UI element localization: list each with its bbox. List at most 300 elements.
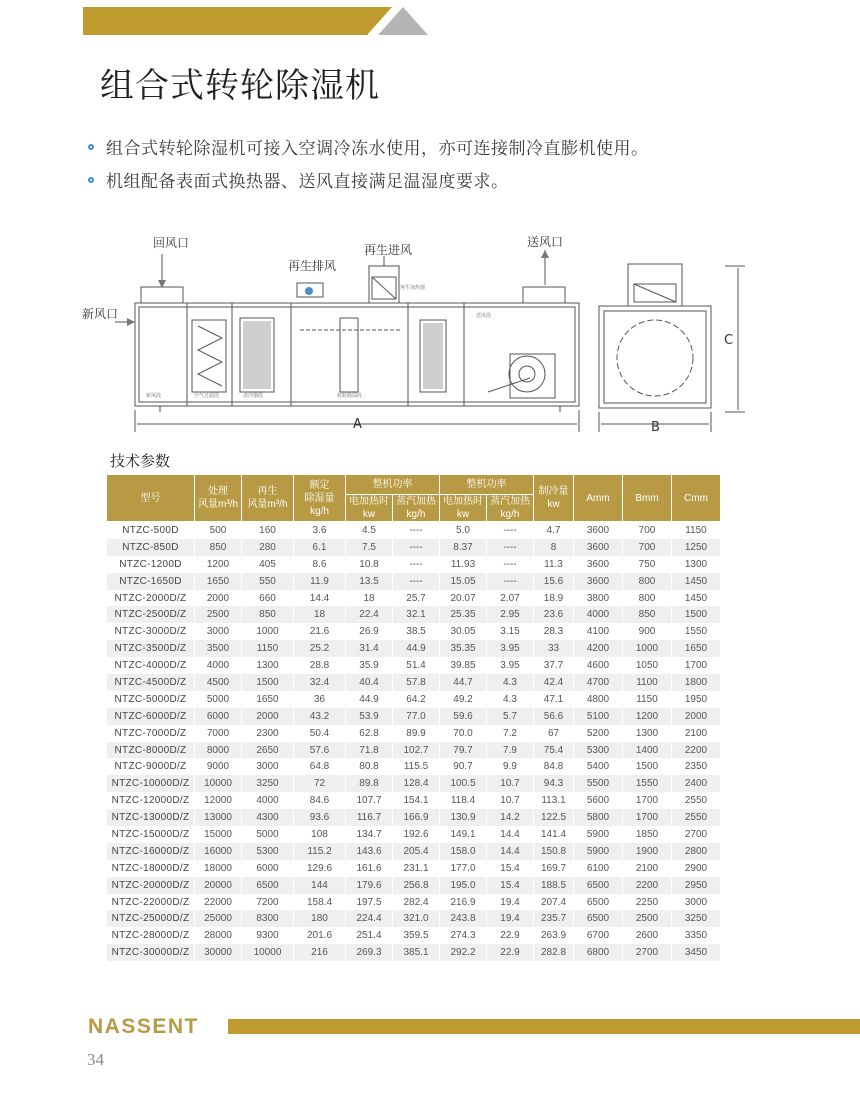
value-cell: 51.4 <box>393 657 440 674</box>
value-cell: 4800 <box>574 691 623 708</box>
value-cell: 1300 <box>672 556 721 573</box>
value-cell: 5600 <box>574 792 623 809</box>
brand-logo: NASSENT <box>88 1015 199 1038</box>
value-cell: 116.7 <box>346 809 393 826</box>
value-cell: 113.1 <box>534 792 574 809</box>
label-regen-exhaust: 再生排风 <box>288 259 337 273</box>
value-cell: 1150 <box>623 691 672 708</box>
table-row <box>107 944 721 961</box>
table-row <box>107 623 721 640</box>
value-cell: 150.8 <box>534 843 574 860</box>
value-cell: 6000 <box>195 708 242 725</box>
model-cell: NTZC-12000D/Z <box>107 792 195 809</box>
value-cell: 8 <box>534 539 574 556</box>
value-cell: 47.1 <box>534 691 574 708</box>
value-cell: 800 <box>623 573 672 590</box>
model-cell: NTZC-3500D/Z <box>107 640 195 657</box>
value-cell: 57.6 <box>294 742 346 759</box>
value-cell: 274.3 <box>440 927 487 944</box>
value-cell: 500 <box>195 522 242 539</box>
value-cell: 2600 <box>623 927 672 944</box>
value-cell: 5100 <box>574 708 623 725</box>
value-cell: 292.2 <box>440 944 487 961</box>
label-section-fresh: 新风段 <box>146 393 162 399</box>
value-cell: ---- <box>393 573 440 590</box>
value-cell: 22.9 <box>487 944 534 961</box>
label-section-surface: 表冷器段 <box>243 393 264 399</box>
label-section-supply: 送风段 <box>476 313 492 319</box>
value-cell: 25.2 <box>294 640 346 657</box>
value-cell: 321.0 <box>393 910 440 927</box>
value-cell: 50.4 <box>294 725 346 742</box>
value-cell: 1700 <box>623 809 672 826</box>
header-b-mm: Bmm <box>623 475 672 522</box>
model-cell: NTZC-13000D/Z <box>107 809 195 826</box>
value-cell: 5000 <box>242 826 294 843</box>
value-cell: 32.1 <box>393 606 440 623</box>
value-cell: 30.05 <box>440 623 487 640</box>
value-cell: 550 <box>242 573 294 590</box>
value-cell: 71.8 <box>346 742 393 759</box>
value-cell: 6700 <box>574 927 623 944</box>
value-cell: 2500 <box>195 606 242 623</box>
value-cell: 44.9 <box>393 640 440 657</box>
header-steam-heat-b: 蒸汽加热 kg/h <box>487 495 534 522</box>
value-cell: 5.7 <box>487 708 534 725</box>
value-cell: 149.1 <box>440 826 487 843</box>
value-cell: ---- <box>393 522 440 539</box>
value-cell: 2350 <box>672 758 721 775</box>
value-cell: 100.5 <box>440 775 487 792</box>
label-section-wheel: 转轮除湿段 <box>337 393 363 399</box>
side-view <box>599 306 711 408</box>
table-row <box>107 894 721 911</box>
value-cell: 18.9 <box>534 590 574 607</box>
value-cell: 1200 <box>195 556 242 573</box>
value-cell: 37.7 <box>534 657 574 674</box>
value-cell: 16000 <box>195 843 242 860</box>
value-cell: 89.9 <box>393 725 440 742</box>
value-cell: 3250 <box>672 910 721 927</box>
value-cell: 3000 <box>672 894 721 911</box>
value-cell: 4100 <box>574 623 623 640</box>
value-cell: 3000 <box>242 758 294 775</box>
value-cell: 4.3 <box>487 674 534 691</box>
value-cell: 660 <box>242 590 294 607</box>
value-cell: 89.8 <box>346 775 393 792</box>
label-fresh-air: 新风口 <box>82 307 119 321</box>
value-cell: 251.4 <box>346 927 393 944</box>
table-row <box>107 539 721 556</box>
value-cell: 3600 <box>574 522 623 539</box>
value-cell: 166.9 <box>393 809 440 826</box>
value-cell: 129.6 <box>294 860 346 877</box>
model-cell: NTZC-3000D/Z <box>107 623 195 640</box>
model-cell: NTZC-20000D/Z <box>107 877 195 894</box>
value-cell: 2700 <box>672 826 721 843</box>
value-cell: 130.9 <box>440 809 487 826</box>
value-cell: 4300 <box>242 809 294 826</box>
label-regen-intake: 再生进风 <box>364 243 413 257</box>
value-cell: 1500 <box>623 758 672 775</box>
value-cell: 7.5 <box>346 539 393 556</box>
bullet-icon <box>88 177 94 183</box>
header-elec-heat-a: 电加热时 kw <box>346 495 393 522</box>
value-cell: 2550 <box>672 809 721 826</box>
value-cell: 207.4 <box>534 894 574 911</box>
value-cell: 20.07 <box>440 590 487 607</box>
page-number: 34 <box>87 1050 104 1069</box>
value-cell: 3800 <box>574 590 623 607</box>
value-cell: 90.7 <box>440 758 487 775</box>
model-cell: NTZC-30000D/Z <box>107 944 195 961</box>
value-cell: 72 <box>294 775 346 792</box>
value-cell: 102.7 <box>393 742 440 759</box>
table-row <box>107 758 721 775</box>
value-cell: 9300 <box>242 927 294 944</box>
value-cell: 10.7 <box>487 792 534 809</box>
header-dehumidification: 额定 除湿量 kg/h <box>294 475 346 522</box>
table-row <box>107 860 721 877</box>
value-cell: 5800 <box>574 809 623 826</box>
value-cell: 5000 <box>195 691 242 708</box>
table-row <box>107 590 721 607</box>
model-cell: NTZC-28000D/Z <box>107 927 195 944</box>
value-cell: 79.7 <box>440 742 487 759</box>
value-cell: 3450 <box>672 944 721 961</box>
value-cell: 43.2 <box>294 708 346 725</box>
value-cell: 1000 <box>242 623 294 640</box>
value-cell: 1650 <box>242 691 294 708</box>
value-cell: 107.7 <box>346 792 393 809</box>
header-c-mm: Cmm <box>672 475 721 522</box>
unit-diagram <box>80 228 760 443</box>
value-cell: 134.7 <box>346 826 393 843</box>
value-cell: 282.8 <box>534 944 574 961</box>
value-cell: 14.4 <box>487 826 534 843</box>
value-cell: 25.35 <box>440 606 487 623</box>
value-cell: 3500 <box>195 640 242 657</box>
value-cell: 1550 <box>623 775 672 792</box>
bullet-icon <box>88 144 94 150</box>
value-cell: 7000 <box>195 725 242 742</box>
value-cell: 75.4 <box>534 742 574 759</box>
table-row <box>107 640 721 657</box>
table-row <box>107 725 721 742</box>
value-cell: 77.0 <box>393 708 440 725</box>
value-cell: 30000 <box>195 944 242 961</box>
value-cell: 2100 <box>623 860 672 877</box>
value-cell: 2000 <box>242 708 294 725</box>
value-cell: 2900 <box>672 860 721 877</box>
value-cell: 67 <box>534 725 574 742</box>
value-cell: 49.2 <box>440 691 487 708</box>
value-cell: 6.1 <box>294 539 346 556</box>
value-cell: 269.3 <box>346 944 393 961</box>
value-cell: 14.2 <box>487 809 534 826</box>
table-row <box>107 573 721 590</box>
value-cell: 56.6 <box>534 708 574 725</box>
value-cell: 19.4 <box>487 910 534 927</box>
value-cell: ---- <box>487 573 534 590</box>
value-cell: 169.7 <box>534 860 574 877</box>
table-row <box>107 910 721 927</box>
value-cell: 15000 <box>195 826 242 843</box>
value-cell: 1000 <box>623 640 672 657</box>
value-cell: 179.6 <box>346 877 393 894</box>
feature-text: 组合式转轮除湿机可接入空调冷冻水使用，亦可连接制冷直膨机使用。 <box>106 139 649 159</box>
value-cell: 10000 <box>242 944 294 961</box>
value-cell: 4.3 <box>487 691 534 708</box>
value-cell: 14.4 <box>487 843 534 860</box>
value-cell: 216.9 <box>440 894 487 911</box>
model-cell: NTZC-15000D/Z <box>107 826 195 843</box>
table-body <box>107 522 721 962</box>
value-cell: 1700 <box>623 792 672 809</box>
value-cell: 263.9 <box>534 927 574 944</box>
value-cell: 4.5 <box>346 522 393 539</box>
value-cell: 1950 <box>672 691 721 708</box>
value-cell: 70.0 <box>440 725 487 742</box>
table-row <box>107 927 721 944</box>
value-cell: 235.7 <box>534 910 574 927</box>
value-cell: 2500 <box>623 910 672 927</box>
dim-c-label: C <box>724 333 734 348</box>
value-cell: 10000 <box>195 775 242 792</box>
model-cell: NTZC-8000D/Z <box>107 742 195 759</box>
value-cell: 1400 <box>623 742 672 759</box>
model-cell: NTZC-5000D/Z <box>107 691 195 708</box>
header-power-a: 整机功率 <box>346 475 440 495</box>
value-cell: 2650 <box>242 742 294 759</box>
value-cell: 19.4 <box>487 894 534 911</box>
value-cell: 1800 <box>672 674 721 691</box>
value-cell: 1700 <box>672 657 721 674</box>
value-cell: 4.7 <box>534 522 574 539</box>
value-cell: 2000 <box>672 708 721 725</box>
model-cell: NTZC-4500D/Z <box>107 674 195 691</box>
value-cell: 1450 <box>672 573 721 590</box>
feature-item <box>88 167 828 192</box>
value-cell: 1300 <box>242 657 294 674</box>
value-cell: 188.5 <box>534 877 574 894</box>
table-row <box>107 877 721 894</box>
value-cell: 158.0 <box>440 843 487 860</box>
value-cell: 161.6 <box>346 860 393 877</box>
value-cell: 3.6 <box>294 522 346 539</box>
table-row <box>107 606 721 623</box>
value-cell: 9000 <box>195 758 242 775</box>
table-row <box>107 556 721 573</box>
value-cell: 108 <box>294 826 346 843</box>
value-cell: 256.8 <box>393 877 440 894</box>
value-cell: 1200 <box>623 708 672 725</box>
value-cell: 6500 <box>574 877 623 894</box>
value-cell: 18 <box>294 606 346 623</box>
value-cell: 1650 <box>195 573 242 590</box>
value-cell: 2200 <box>672 742 721 759</box>
value-cell: 3600 <box>574 556 623 573</box>
value-cell: 4000 <box>242 792 294 809</box>
value-cell: 64.8 <box>294 758 346 775</box>
value-cell: 5.0 <box>440 522 487 539</box>
value-cell: 21.6 <box>294 623 346 640</box>
value-cell: 160 <box>242 522 294 539</box>
value-cell: 3600 <box>574 539 623 556</box>
value-cell: 3000 <box>195 623 242 640</box>
value-cell: 205.4 <box>393 843 440 860</box>
model-cell: NTZC-25000D/Z <box>107 910 195 927</box>
header-process-air: 处理 风量m³/h <box>195 475 242 522</box>
value-cell: 14.4 <box>294 590 346 607</box>
value-cell: 84.6 <box>294 792 346 809</box>
value-cell: 1850 <box>623 826 672 843</box>
spec-table <box>106 474 721 961</box>
table-title: 技术参数 <box>110 452 171 470</box>
value-cell: 2400 <box>672 775 721 792</box>
model-cell: NTZC-7000D/Z <box>107 725 195 742</box>
value-cell: 80.8 <box>346 758 393 775</box>
value-cell: 900 <box>623 623 672 640</box>
header-a-mm: Amm <box>574 475 623 522</box>
value-cell: 44.9 <box>346 691 393 708</box>
label-return-air: 回风口 <box>153 236 190 250</box>
value-cell: 40.4 <box>346 674 393 691</box>
value-cell: 3350 <box>672 927 721 944</box>
table-row <box>107 674 721 691</box>
value-cell: 2000 <box>195 590 242 607</box>
value-cell: 22000 <box>195 894 242 911</box>
model-cell: NTZC-18000D/Z <box>107 860 195 877</box>
value-cell: 2.95 <box>487 606 534 623</box>
value-cell: 4200 <box>574 640 623 657</box>
value-cell: 700 <box>623 539 672 556</box>
table-row <box>107 691 721 708</box>
model-cell: NTZC-1200D <box>107 556 195 573</box>
model-cell: NTZC-2000D/Z <box>107 590 195 607</box>
value-cell: 1550 <box>672 623 721 640</box>
value-cell: 53.9 <box>346 708 393 725</box>
value-cell: 224.4 <box>346 910 393 927</box>
model-cell: NTZC-850D <box>107 539 195 556</box>
value-cell: 197.5 <box>346 894 393 911</box>
value-cell: 5200 <box>574 725 623 742</box>
value-cell: ---- <box>487 539 534 556</box>
value-cell: 18 <box>346 590 393 607</box>
value-cell: 5400 <box>574 758 623 775</box>
value-cell: 4500 <box>195 674 242 691</box>
value-cell: 143.6 <box>346 843 393 860</box>
value-cell: 359.5 <box>393 927 440 944</box>
value-cell: 3250 <box>242 775 294 792</box>
feature-text: 机组配备表面式换热器、送风直接满足温湿度要求。 <box>106 172 509 192</box>
value-cell: 141.4 <box>534 826 574 843</box>
table-row <box>107 657 721 674</box>
value-cell: 385.1 <box>393 944 440 961</box>
value-cell: 38.5 <box>393 623 440 640</box>
value-cell: 59.6 <box>440 708 487 725</box>
value-cell: 9.9 <box>487 758 534 775</box>
feature-item <box>88 134 828 159</box>
value-cell: 39.85 <box>440 657 487 674</box>
value-cell: 2300 <box>242 725 294 742</box>
value-cell: 8.37 <box>440 539 487 556</box>
value-cell: 2250 <box>623 894 672 911</box>
value-cell: 26.9 <box>346 623 393 640</box>
value-cell: 122.5 <box>534 809 574 826</box>
feature-list <box>88 134 828 200</box>
value-cell: 154.1 <box>393 792 440 809</box>
value-cell: 62.8 <box>346 725 393 742</box>
value-cell: 2950 <box>672 877 721 894</box>
label-supply-air: 送风口 <box>527 235 564 249</box>
value-cell: 31.4 <box>346 640 393 657</box>
header-regen-air: 再生 风量m³/h <box>242 475 294 522</box>
value-cell: 700 <box>623 522 672 539</box>
table-row <box>107 843 721 860</box>
value-cell: 15.4 <box>487 877 534 894</box>
model-cell: NTZC-2500D/Z <box>107 606 195 623</box>
label-regen-heater: 再生加热器 <box>400 285 426 291</box>
header-power-b: 整机功率 <box>440 475 534 495</box>
value-cell: 25000 <box>195 910 242 927</box>
value-cell: 158.4 <box>294 894 346 911</box>
dim-a-label: A <box>353 417 362 432</box>
value-cell: 4700 <box>574 674 623 691</box>
header-gray-accent <box>378 7 428 35</box>
value-cell: 195.0 <box>440 877 487 894</box>
value-cell: 1450 <box>672 590 721 607</box>
value-cell: 850 <box>623 606 672 623</box>
value-cell: 1100 <box>623 674 672 691</box>
footer-gold-bar <box>228 1019 860 1034</box>
value-cell: ---- <box>393 539 440 556</box>
table-row <box>107 708 721 725</box>
model-cell: NTZC-9000D/Z <box>107 758 195 775</box>
value-cell: 192.6 <box>393 826 440 843</box>
value-cell: 1050 <box>623 657 672 674</box>
value-cell: 35.9 <box>346 657 393 674</box>
value-cell: ---- <box>393 556 440 573</box>
value-cell: 35.35 <box>440 640 487 657</box>
model-cell: NTZC-16000D/Z <box>107 843 195 860</box>
value-cell: 3.95 <box>487 657 534 674</box>
value-cell: 2100 <box>672 725 721 742</box>
value-cell: 10.7 <box>487 775 534 792</box>
value-cell: 7200 <box>242 894 294 911</box>
value-cell: 243.8 <box>440 910 487 927</box>
value-cell: 8000 <box>195 742 242 759</box>
label-section-filter: 空气过滤段 <box>194 393 220 399</box>
value-cell: 33 <box>534 640 574 657</box>
value-cell: 5300 <box>242 843 294 860</box>
value-cell: 10.8 <box>346 556 393 573</box>
value-cell: 180 <box>294 910 346 927</box>
table-row <box>107 522 721 539</box>
value-cell: 5900 <box>574 826 623 843</box>
value-cell: 28000 <box>195 927 242 944</box>
value-cell: 11.93 <box>440 556 487 573</box>
value-cell: 280 <box>242 539 294 556</box>
value-cell: 5500 <box>574 775 623 792</box>
value-cell: 42.4 <box>534 674 574 691</box>
table-row <box>107 742 721 759</box>
table-row <box>107 809 721 826</box>
value-cell: 115.2 <box>294 843 346 860</box>
value-cell: 800 <box>623 590 672 607</box>
value-cell: 3.15 <box>487 623 534 640</box>
value-cell: 6100 <box>574 860 623 877</box>
